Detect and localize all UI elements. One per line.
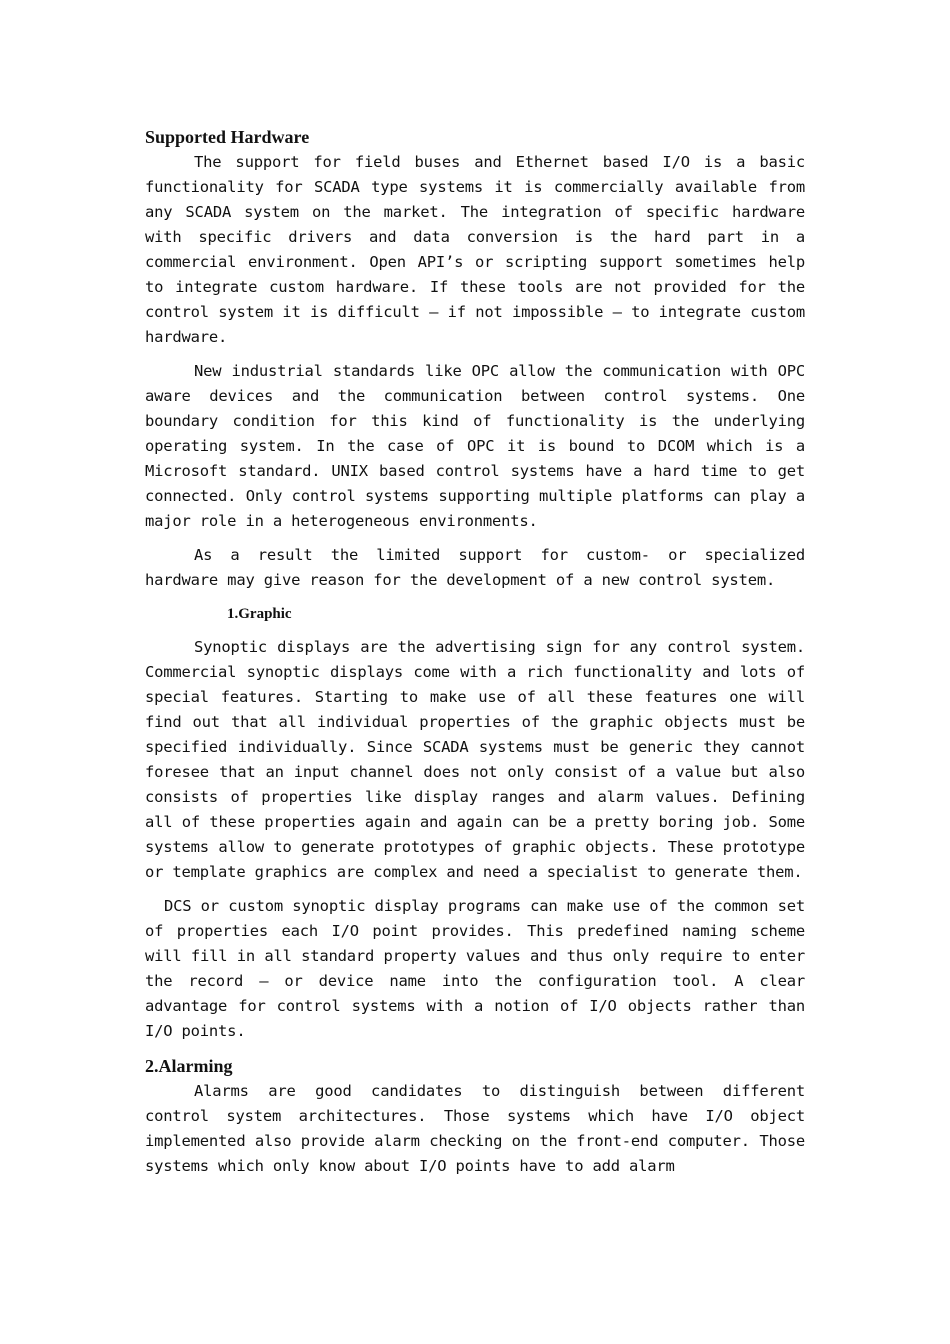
paragraph-hardware-1: The support for field buses and Ethernet based I/O is a basic functionality for SCADA type systems it is commercially available from any SCADA system on the market. The integration of specific hardware with specific drivers and data conversion is the hard part in a commercial environment. Open API’s or scripting support sometimes help to integrate custom hardware. If these tools are not provided for the control system it is difficult – if not impossible – to integrate custom hardware. <box>145 153 805 346</box>
section-heading-alarming: 2.Alarming <box>145 1056 233 1076</box>
paragraph-alarming-1: Alarms are good candidates to distinguish between different control system architectures. Those systems which have I/O object implemented also provide alarm checking on the front-end computer. Those systems which only know about I/O points have to add alarm <box>145 1082 805 1175</box>
section-heading-graphic: 1.Graphic <box>227 606 292 622</box>
paragraph-hardware-3: As a result the limited support for custom- or specialized hardware may give reason for the development of a new control system. <box>145 546 805 589</box>
paragraph-graphic-2: DCS or custom synoptic display programs can make use of the common set of properties each I/O point provides. This predefined naming scheme will fill in all standard property values and thus only require to enter the record – or device name into the configuration tool. A clear advantage for control systems with a notion of I/O objects rather than I/O points. <box>145 897 805 1040</box>
document-page <box>145 124 805 1179</box>
paragraph-graphic-1: Synoptic displays are the advertising sign for any control system. Commercial synoptic displays come with a rich functionality and lots of special features. Starting to make use of all these features one will find out that all individual properties of the graphic objects must be specified individually. Since SCADA systems must be generic they cannot foresee that an input channel does not only consist of a value but also consists of properties like display ranges and alarm values. Defining all of these properties again and again can be a pretty boring job. Some systems allow to generate prototypes of graphic objects. These prototype or template graphics are complex and need a specialist to generate them. <box>145 638 805 881</box>
section-heading-supported-hardware: Supported Hardware <box>145 127 310 147</box>
paragraph-hardware-2: New industrial standards like OPC allow the communication with OPC aware devices and the communication between control systems. One boundary condition for this kind of functionality is the underlying operating system. In the case of OPC it is bound to DCOM which is a Microsoft standard. UNIX based control systems have a hard time to get connected. Only control systems supporting multiple platforms can play a major role in a heterogeneous environments. <box>145 362 805 530</box>
